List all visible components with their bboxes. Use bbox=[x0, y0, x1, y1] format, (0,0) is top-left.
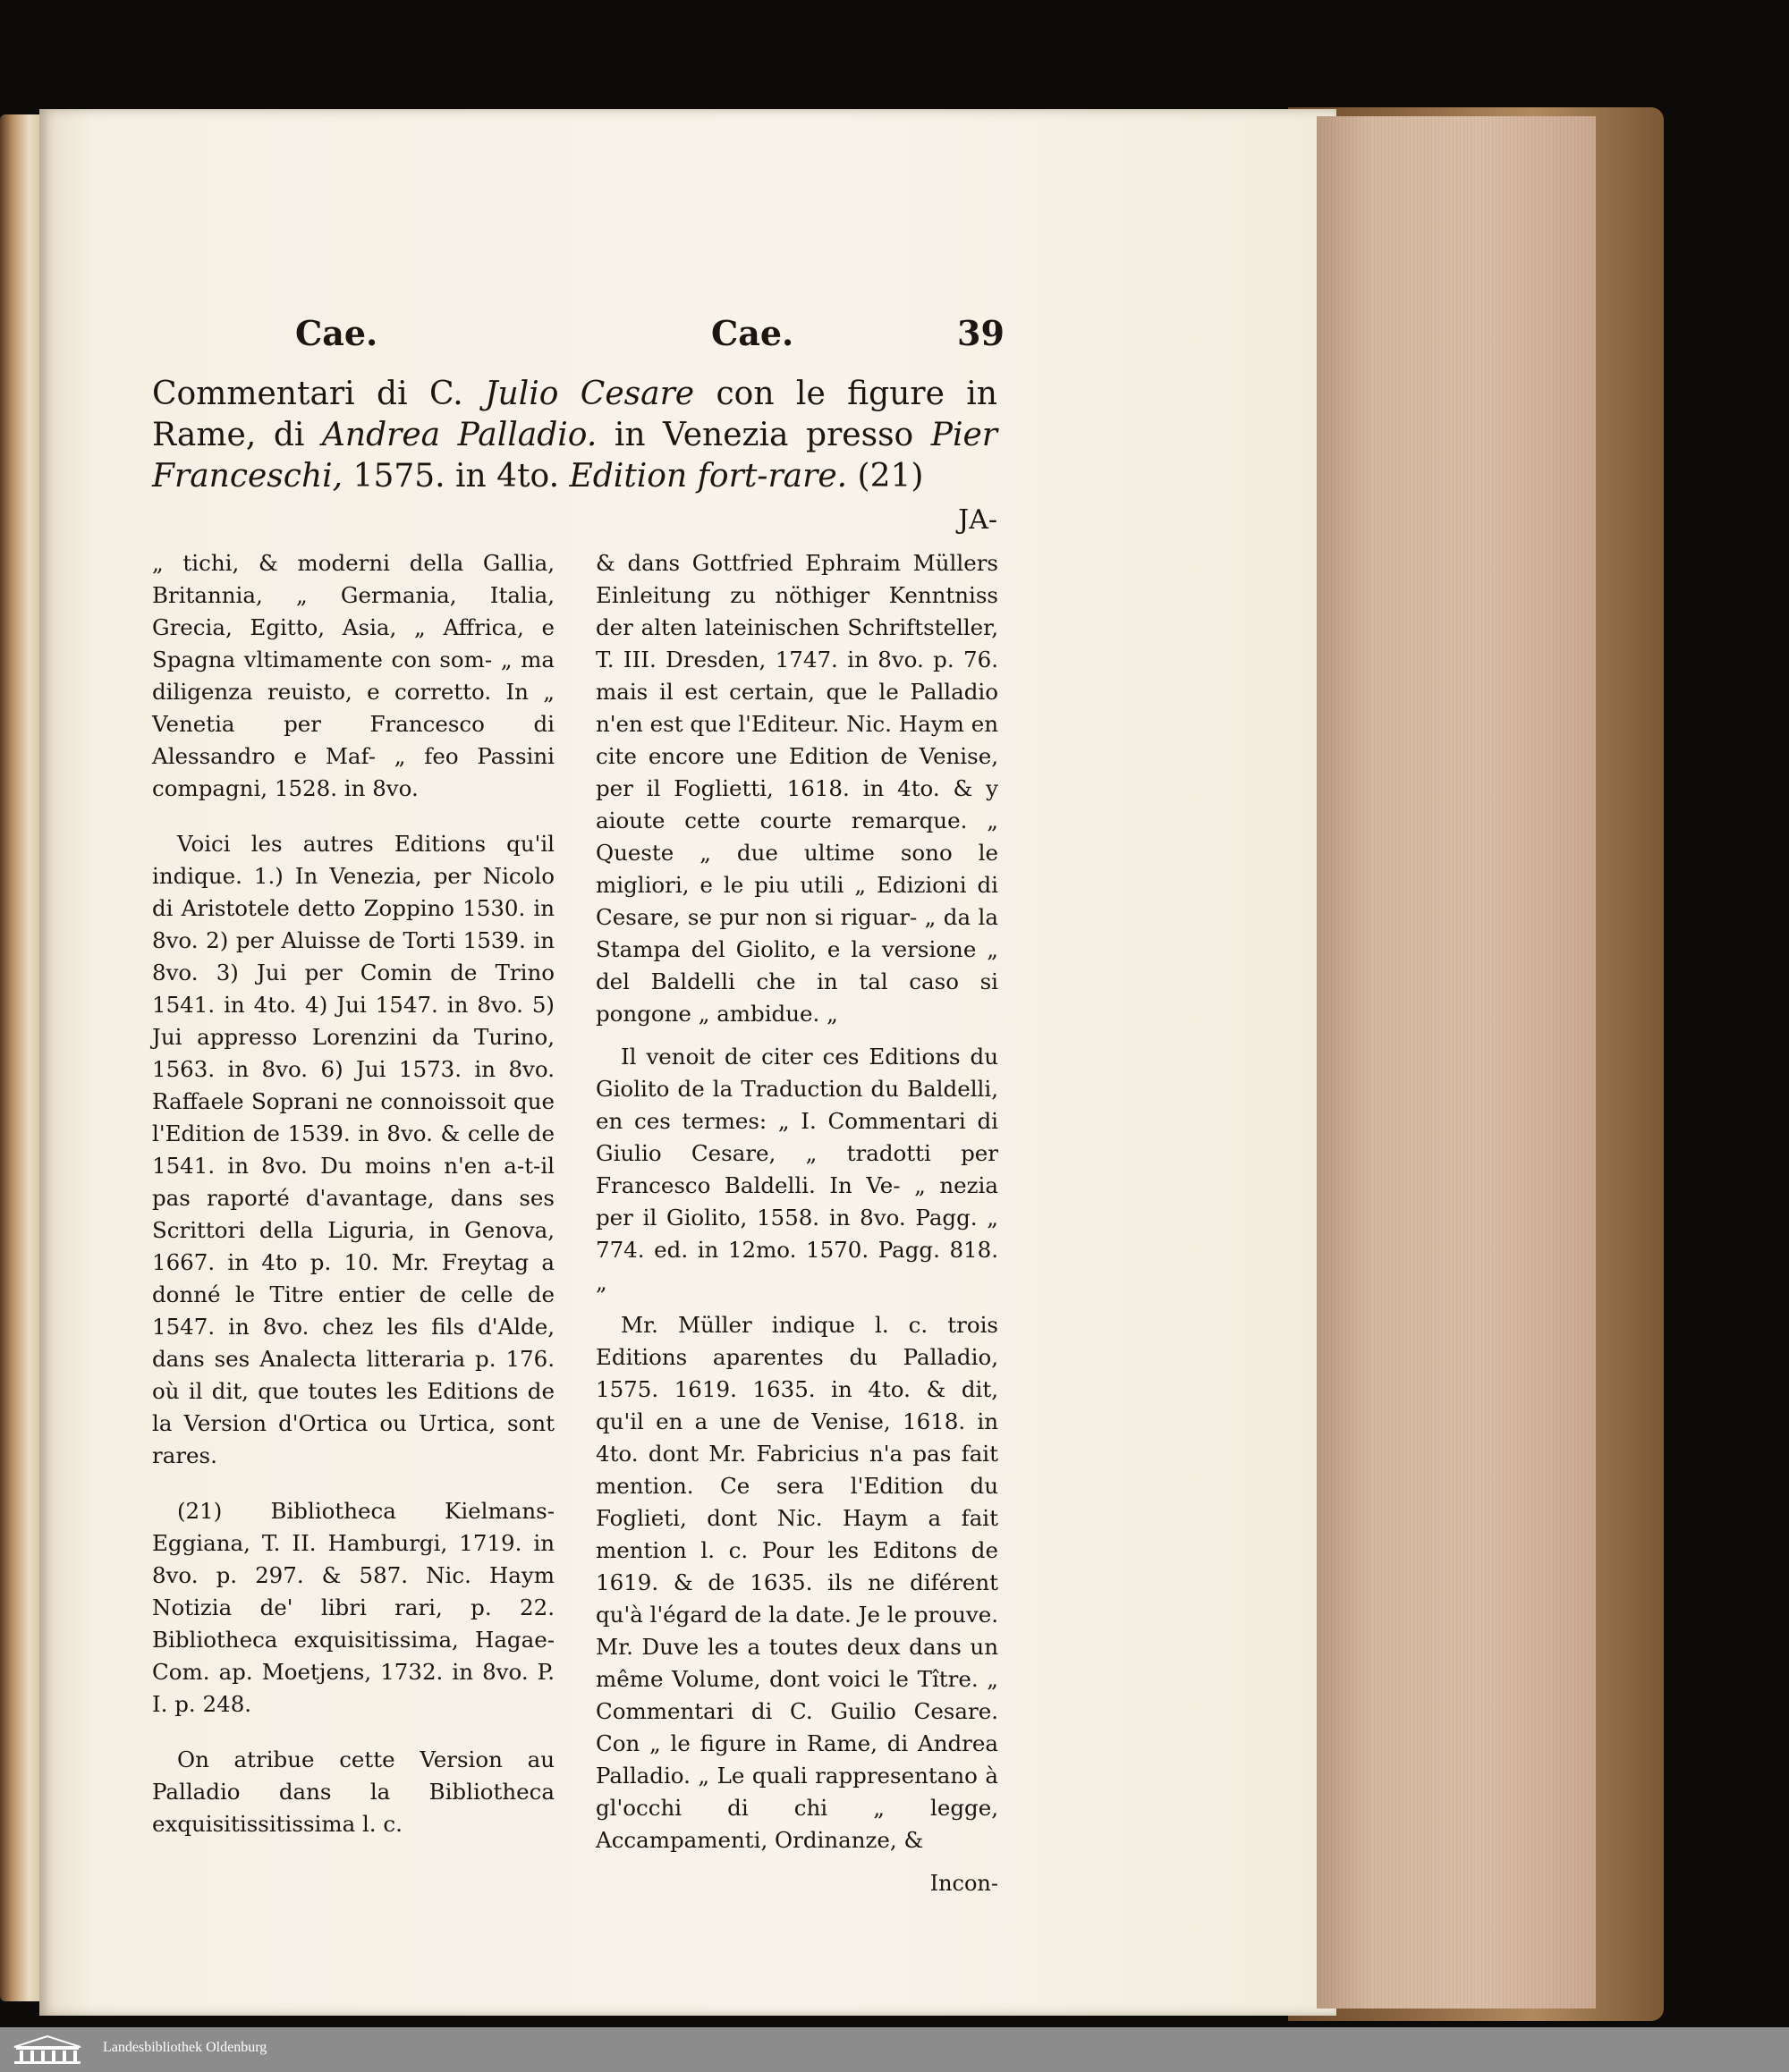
paragraph: & dans Gottfried Ephraim Müllers Einleitung zu nöthiger Kenntniss der alten lateinischen Schriftsteller, T. III. Dresden, 1747. in 8vo. p. 76. mais il est certain, que le Palladio n'en est que l'Editeur. Nic. Haym en cite encore une Edition de Venise, per il Foglietti, 1618. in 4to. & y aioute cette courte remarque. „ Queste „ due ultime sono le migliori, e le piu utili „ Edizioni di Cesare, se pur non si riguar- „ da la Stampa del Giolito, e la versione „ del Baldelli che in tal caso si pongone „ ambidue. „ bbox=[596, 550, 998, 1027]
running-head-left: Cae. bbox=[295, 313, 378, 353]
paragraph: On atribue cette Version au Palladio dans la Bibliotheca exquisitissitissima l. c. bbox=[152, 1746, 555, 1837]
title-part: 1575. in 4to. bbox=[343, 458, 570, 495]
right-column bbox=[596, 547, 998, 1899]
left-column bbox=[152, 547, 555, 1851]
page-content bbox=[152, 313, 1005, 1896]
left-page-edge bbox=[0, 114, 41, 2001]
title-part: in Venezia presso bbox=[597, 417, 931, 453]
footnote: (21) Bibliotheca Kielmans-Eggiana, T. II. Hamburgi, 1719. in 8vo. p. 297. & 587. Nic. Haym Notizia de' libri rari, p. 22. Bibliotheca exquisitissima, Hagae-Com. ap. Moetjens, 1732. in 8vo. P. I. p. 248. bbox=[152, 1498, 555, 1717]
running-head bbox=[152, 313, 1005, 367]
paragraph: Mr. Müller indique l. c. trois Editions aparentes du Palladio, 1575. 1619. 1635. in 4to. & dit, qu'il en a une de Venise, 1618. in 4to. dont Mr. Fabricius n'a pas fait mention. Ce sera l'Edition du Foglieti, dont Nic. Haym a fait mention l. c. Pour les Editons de 1619. & de 1635. ils ne diférent qu'à l'égard de la date. Je le prouve. Mr. Duve les a toutes deux dans un même Volume, dont voici le Tître. „ Commentari di C. Guilio Cesare. Con „ le figure in Rame, di Andrea Palladio. „ Le quali rappresentano à gl'occhi di chi „ legge, Accampamenti, Ordinanze, & bbox=[596, 1312, 998, 1853]
title-part: Andrea Palladio. bbox=[321, 417, 598, 453]
title-part: con le figure in Rame, di bbox=[152, 376, 997, 453]
running-head-center: Cae. bbox=[711, 313, 794, 353]
text-columns bbox=[152, 547, 998, 1896]
library-name: Landesbibliothek Oldenburg bbox=[103, 2040, 267, 2055]
footer-bar bbox=[0, 2027, 1789, 2072]
page-fore-edge bbox=[1317, 116, 1596, 2009]
catchword-top: JA- bbox=[958, 504, 997, 536]
title-part: Commentari di C. bbox=[152, 376, 486, 412]
catchword-bottom: Incon- bbox=[929, 1871, 998, 1896]
title-part: Julio Cesare bbox=[485, 376, 695, 412]
title-part: Edition fort-rare. bbox=[569, 458, 848, 495]
entry-title bbox=[152, 374, 997, 497]
title-part: Pier Franceschi, bbox=[152, 417, 998, 495]
page-number: 39 bbox=[957, 313, 1005, 353]
paragraph: Il venoit de citer ces Editions du Giolito de la Traduction du Baldelli, en ces termes: „ I. Commentari di Giulio Cesare, „ tradotti per Francesco Baldelli. In Ve- „ nezia per il Giolito, 1558. in 8vo. Pagg. „ 774. ed. in 12mo. 1570. Pagg. 818. „ bbox=[596, 1044, 998, 1295]
paragraph: „ tichi, & moderni della Gallia, Britannia, „ Germania, Italia, Grecia, Egitto, Asia, „ Affrica, e Spagna vltimamente con som- „ ma diligenza reuisto, e corretto. In „ Venetia per Francesco di Alessandro e Maf- „ feo Passini compagni, 1528. in 8vo. bbox=[152, 550, 555, 801]
paragraph: Voici les autres Editions qu'il indique. 1.) In Venezia, per Nicolo di Aristotele detto Zoppino 1530. in 8vo. 2) per Aluisse de Torti 1539. in 8vo. 3) Jui per Comin de Trino 1541. in 4to. 4) Jui 1547. in 8vo. 5) Jui appresso Lorenzini da Turino, 1563. in 8vo. 6) Jui 1573. in 8vo. Raffaele Soprani ne connoissoit que l'Edition de 1539. in 8vo. & celle de 1541. in 8vo. Du moins n'en a-t-il pas raporté d'avantage, dans ses Scrittori della Liguria, in Genova, 1667. in 4to p. 10. Mr. Freytag a donné le Titre entier de celle de 1547. in 8vo. chez les fils d'Alde, dans ses Analecta litteraria p. 176. où il dit, que toutes les Editions de la Version d'Ortica ou Urtica, sont rares. bbox=[152, 831, 555, 1468]
library-building-logo-icon bbox=[11, 2034, 84, 2065]
title-part: (21) bbox=[847, 458, 924, 495]
